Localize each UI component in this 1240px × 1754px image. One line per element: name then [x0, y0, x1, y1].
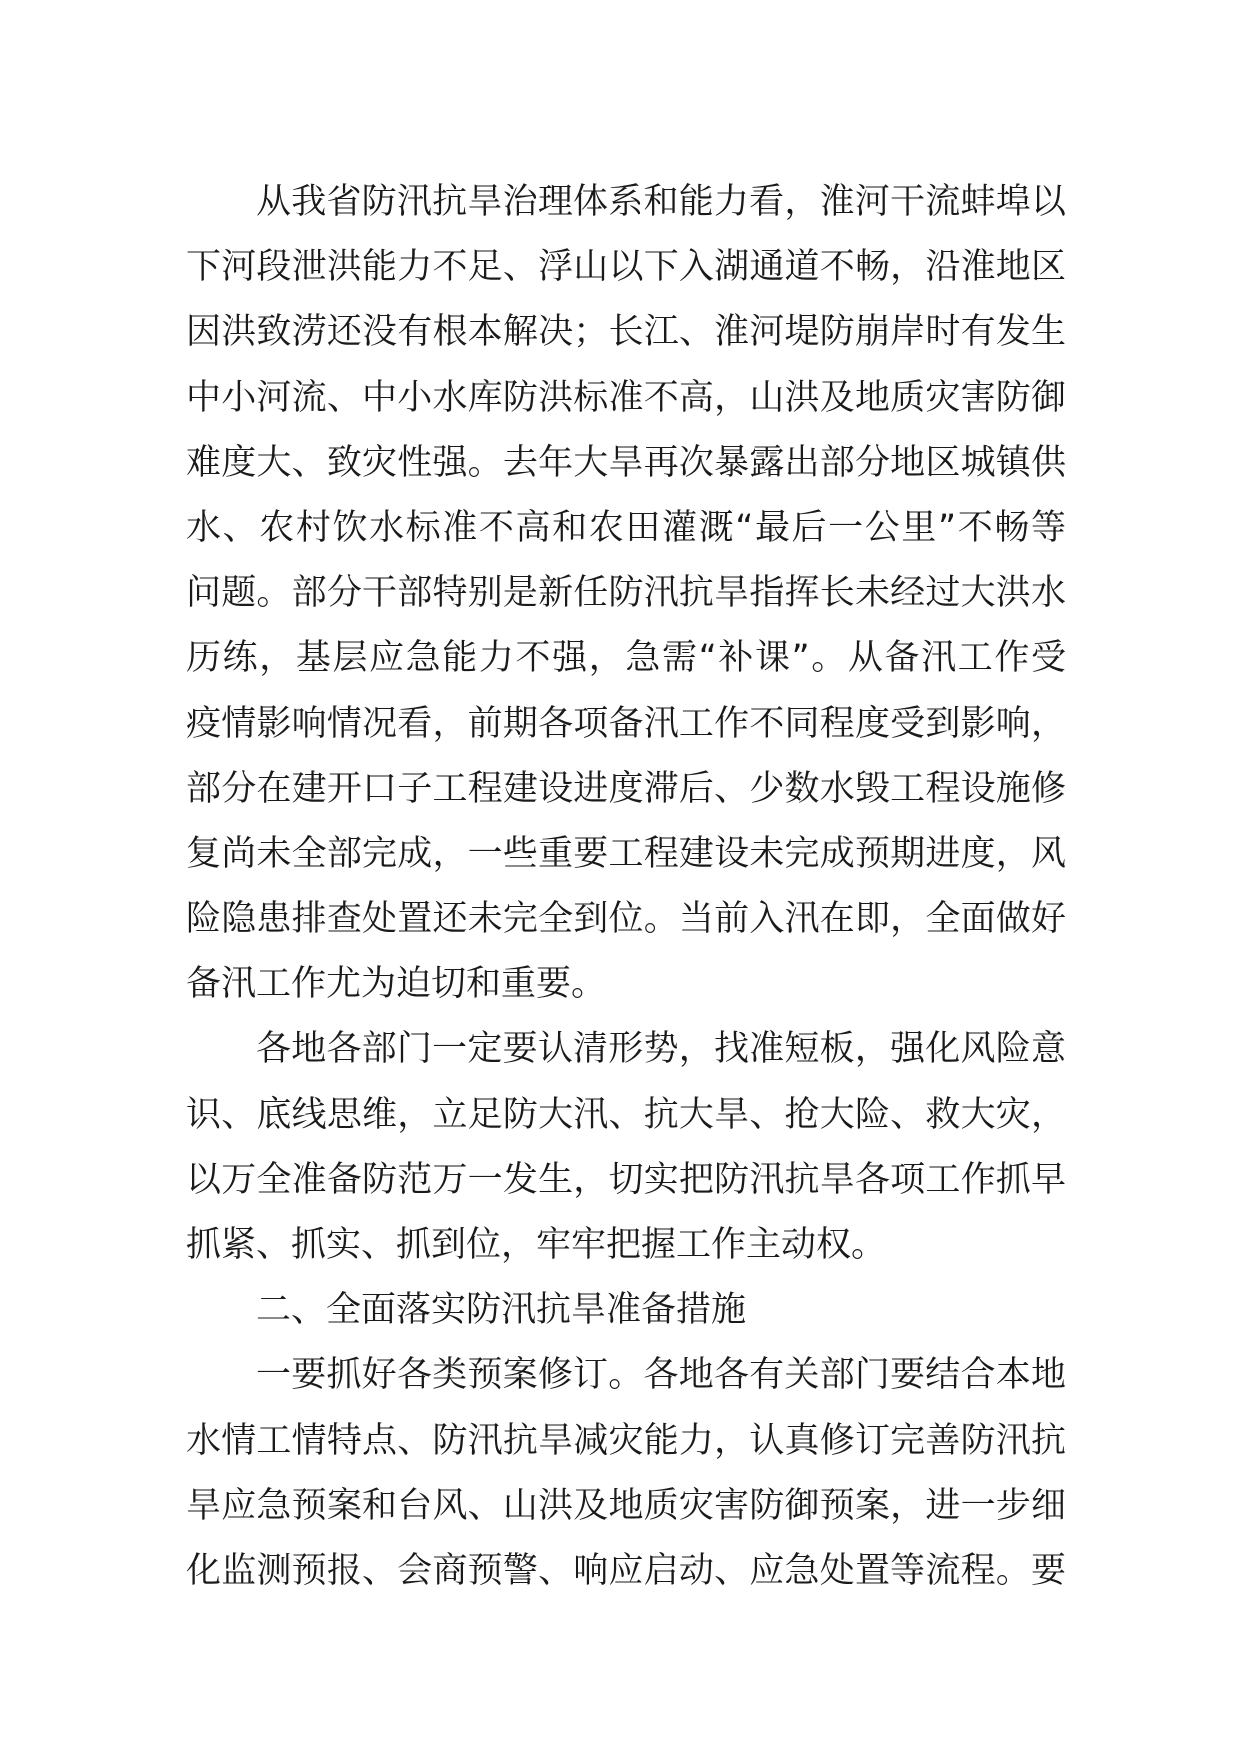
paragraph-2-line-1: 各地各部门一定要认清形势，找准短板，强化风险意	[256, 1029, 1066, 1070]
paragraph-2-line-3: 以万全准备防范万一发生，切实把防汛抗旱各项工作抓早	[186, 1159, 1066, 1200]
paragraph-1-line-4: 中小河流、中小水库防洪标准不高，山洪及地质灾害防御	[186, 377, 1066, 418]
paragraph-1-line-1: 从我省防汛抗旱治理体系和能力看，淮河干流蚌埠以	[256, 182, 1066, 222]
paragraph-1-line-13: 备汛工作尤为迫切和重要。	[186, 964, 607, 1005]
paragraph-1-line-5: 难度大、致灾性强。去年大旱再次暴露出部分地区城镇供	[186, 442, 1066, 483]
paragraph-1-line-2: 下河段泄洪能力不足、浮山以下入湖通道不畅，沿淮地区	[186, 247, 1066, 288]
paragraph-4-line-4: 化监测预报、会商预警、响应启动、应急处置等流程。要	[186, 1550, 1066, 1591]
paragraph-1-line-6: 水、农村饮水标准不高和农田灌溉“最后一公里”不畅等	[186, 507, 1066, 548]
paragraph-1-line-7: 问题。部分干部特别是新任防汛抗旱指挥长未经过大洪水	[186, 573, 1066, 614]
paragraph-2-line-2: 识、底线思维，立足防大汛、抗大旱、抢大险、救大灾，	[186, 1094, 1066, 1135]
paragraph-1-line-9: 疫情影响情况看，前期各项备汛工作不同程度受到影响，	[186, 703, 1066, 744]
paragraph-1-line-11: 复尚未全部完成，一些重要工程建设未完成预期进度，风	[186, 833, 1066, 874]
section-heading: 二、全面落实防汛抗旱准备措施	[256, 1290, 747, 1331]
paragraph-2-line-4: 抓紧、抓实、抓到位，牢牢把握工作主动权。	[186, 1225, 887, 1265]
paragraph-1-line-10: 部分在建开口子工程建设进度滞后、少数水毁工程设施修	[186, 768, 1066, 809]
document-body	[186, 170, 1066, 1604]
paragraph-1-line-8: 历练，基层应急能力不强，急需“补课”。从备汛工作受	[186, 638, 1066, 679]
paragraph-4-line-1: 一要抓好各类预案修订。各地各有关部门要结合本地	[256, 1355, 1066, 1396]
paragraph-4-line-3: 旱应急预案和台风、山洪及地质灾害防御预案，进一步细	[186, 1485, 1066, 1526]
paragraph-4-line-2: 水情工情特点、防汛抗旱减灾能力，认真修订完善防汛抗	[186, 1420, 1066, 1461]
paragraph-1-line-3: 因洪致涝还没有根本解决；长江、淮河堤防崩岸时有发生	[186, 312, 1066, 353]
paragraph-1-line-12: 险隐患排查处置还未完全到位。当前入汛在即，全面做好	[186, 899, 1066, 940]
